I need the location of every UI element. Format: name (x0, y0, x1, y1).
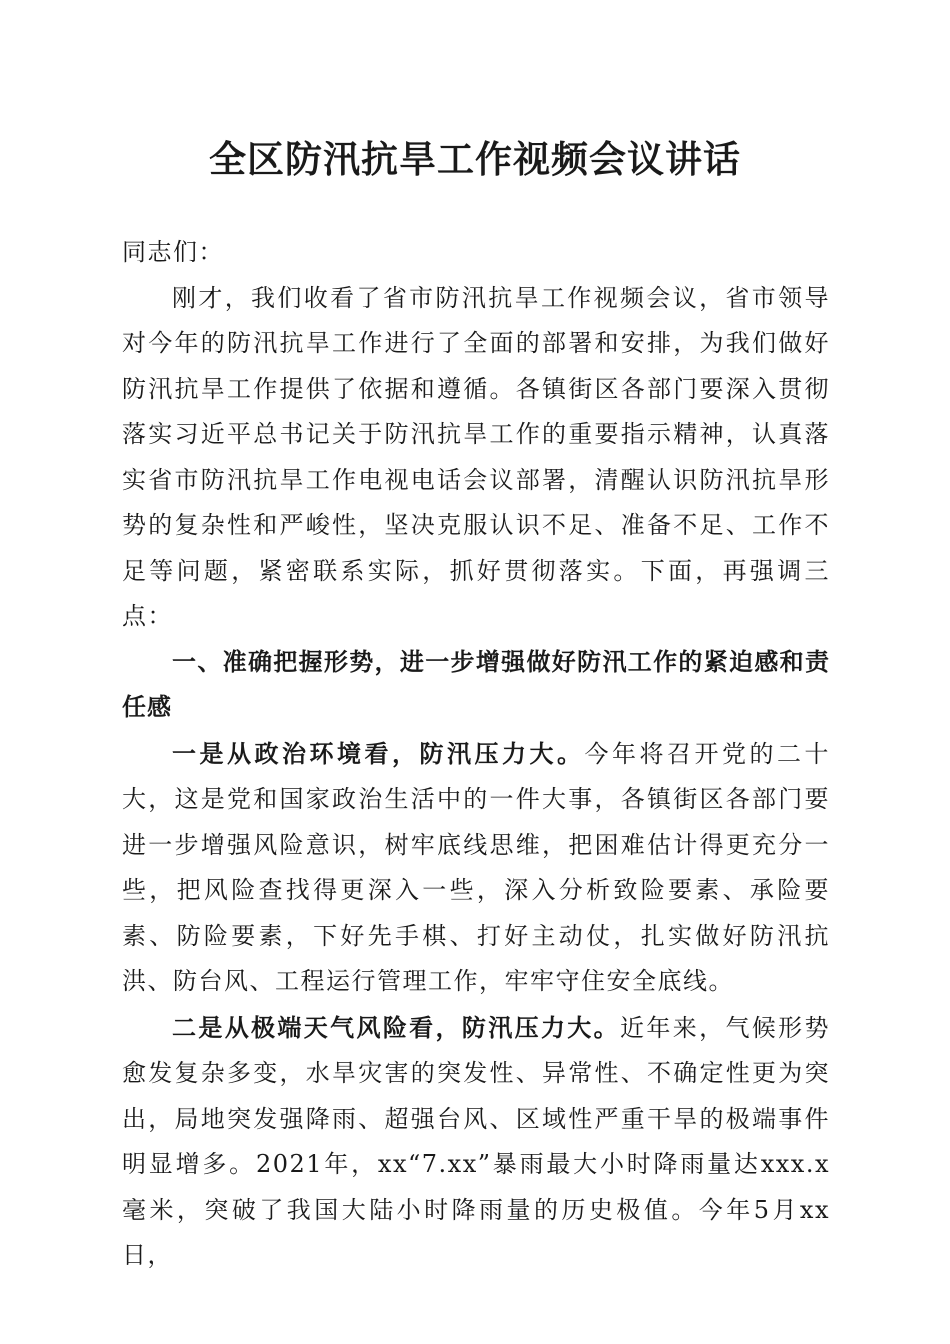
document-body (122, 230, 830, 1279)
point-2-lead: 二是从极端天气风险看，防汛压力大。 (172, 1012, 621, 1042)
document-title: 全区防汛抗旱工作视频会议讲话 (209, 137, 741, 181)
intro-paragraph: 刚才，我们收看了省市防汛抗旱工作视频会议，省市领导对今年的防汛抗旱工作进行了全面的部署和安排，为我们做好防汛抗旱工作提供了依据和遵循。各镇街区各部门要深入贯彻落实习近平总书记关于防汛抗旱工作的重要指示精神，认真落实省市防汛抗旱工作电视电话会议部署，清醒认识防汛抗旱形势的复杂性和严峻性，坚决克服认识不足、准备不足、工作不足等问题，紧密联系实际，抓好贯彻落实。下面，再强调三点： (122, 283, 830, 630)
point-1-lead: 一是从政治环境看，防汛压力大。 (172, 738, 585, 768)
salutation: 同志们： (122, 238, 224, 266)
point-1-paragraph (122, 731, 830, 1005)
point-2-paragraph (122, 1005, 830, 1279)
point-1-body: 今年将召开党的二十大，这是党和国家政治生活中的一件大事，各镇街区各部门要进一步增强风险意识，树牢底线思维，把困难估计得更充分一些，把风险查找得更深入一些，深入分析致险要素、承险要素、防险要素，下好先手棋、打好主动仗，扎实做好防汛抗洪、防台风、工程运行管理工作，牢牢守住安全底线。 (122, 739, 830, 995)
section-heading-1: 一、准确把握形势，进一步增强做好防汛工作的紧迫感和责任感 (122, 647, 830, 721)
point-2-body: 近年来，气候形势愈发复杂多变，水旱灾害的突发性、异常性、不确定性更为突出，局地突发强降雨、超强台风、区域性严重干旱的极端事件明显增多。2021年，xx“7.xx”暴雨最大小时降雨量达xxx.x毫米，突破了我国大陆小时降雨量的历史极值。今年5月xx日， (122, 1013, 831, 1269)
